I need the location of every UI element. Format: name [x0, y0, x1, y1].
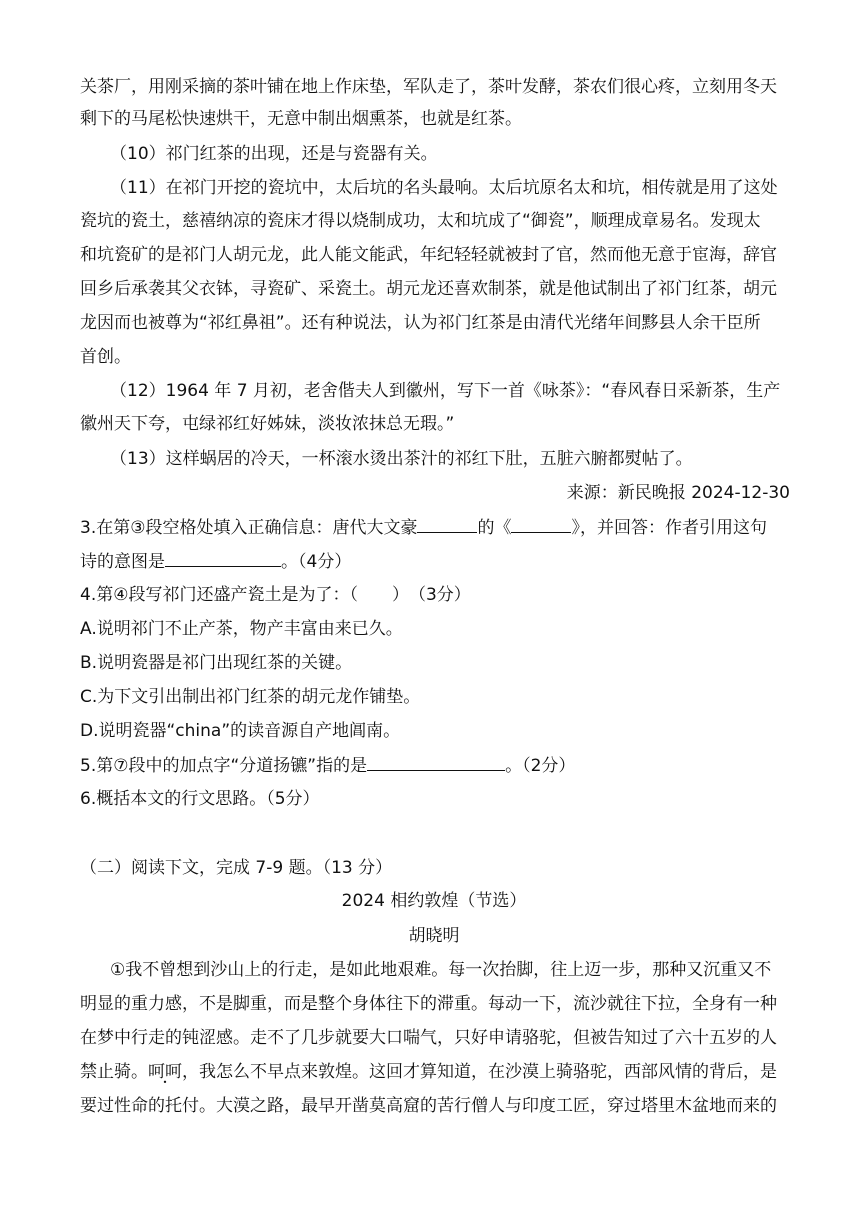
question-6: 6.概括本文的行文思路。（5分）: [80, 789, 320, 809]
answer-blank-q5[interactable]: [367, 754, 505, 771]
article-line: ①我不曾想到沙山上的行走，是如此地艰难。每一次抬脚，往上迈一步，那种又沉重又不: [110, 960, 772, 980]
question-5-text-a: 5.第⑦段中的加点字“分道扬镳”指的是: [80, 756, 368, 776]
question-3-text-e: 。（4分）: [281, 552, 352, 572]
passage-line: 龙因而也被尊为“祁红鼻祖”。还有种说法，认为祁门红茶是由清代光绪年间黟县人余干臣所: [80, 313, 761, 333]
article-line-4-post: ，我怎么不早点来敦煌。这回才算知道，在沙漠上骑骆驼，西部风情的背后，是: [182, 1062, 777, 1082]
option-b: B.说明瓷器是祁门出现红茶的关键。: [80, 653, 353, 673]
section-2-heading: （二）阅读下文，完成 7-9 题。（13 分）: [80, 858, 393, 878]
question-3-text-b: 的《: [477, 518, 512, 538]
source-citation: 来源：新民晚报 2024-12-30: [566, 483, 790, 503]
article-line: 要过性命的托付。大漠之路，最早开凿莫高窟的苦行僧人与印度工匠，穿过塔里木盆地而来的: [80, 1096, 777, 1116]
passage-line: 瓷坑的瓷土，慈禧纳凉的瓷床才得以烧制成功，太和坑成了“御瓷”，顺理成章易名。发现太: [80, 211, 761, 231]
question-3-text-c: 》，并回答：作者引用这句: [571, 518, 767, 538]
answer-blank-intent[interactable]: [165, 550, 281, 567]
question-3: [80, 516, 792, 539]
passage-line: 关茶厂，用刚采摘的茶叶铺在地上作床垫，军队走了，茶叶发酵，茶农们很心疼，立刻用冬天: [80, 77, 777, 97]
passage-paragraph-10: （10）祁门红茶的出现，还是与瓷器有关。: [110, 144, 438, 164]
passage-line: 剩下的马尾松快速烘干，无意中制出烟熏茶，也就是红茶。: [80, 109, 522, 129]
article-line: 明显的重力感，不是脚重，而是整个身体往下的滞重。每动一下，流沙就往下拉，全身有一种: [80, 994, 777, 1014]
answer-blank-poem[interactable]: [511, 516, 571, 533]
question-4-text-b: ） （3分）: [391, 585, 471, 605]
question-3-continued: [80, 550, 792, 573]
question-4: [80, 584, 792, 606]
passage-paragraph-13: （13）这样蜗居的冷天，一杯滚水烫出茶汁的祁红下肚，五脏六腑都熨帖了。: [110, 449, 693, 469]
passage-line: 徽州天下夸，屯绿祁红好姊妹，淡妆浓抹总无瑕。”: [80, 414, 455, 434]
article-line: 在梦中行走的钝涩感。走不了几步就要大口喘气，只好申请骆驼，但被告知过了六十五岁的人: [80, 1028, 777, 1048]
question-4-text-a: 4.第④段写祁门还盛产瓷土是为了：（: [80, 585, 358, 605]
article-line-4-pre: 禁止骑。: [80, 1062, 148, 1082]
dotted-emphasis: 呵呵: [148, 1062, 182, 1082]
answer-blank-author[interactable]: [417, 516, 477, 533]
passage-line: 和坑瓷矿的是祁门人胡元龙，此人能文能武，年纪轻轻就被封了官，然而他无意于宦海，辞官: [80, 245, 777, 265]
question-3-text-a: 3.在第③段空格处填入正确信息：唐代大文豪: [80, 518, 418, 538]
passage-line: 回乡后承袭其父衣钵，寻瓷矿、采瓷土。胡元龙还喜欢制茶，就是他试制出了祁门红茶，胡元: [80, 279, 777, 299]
passage-paragraph-11: （11）在祁门开挖的瓷坑中，太后坑的名头最响。太后坑原名太和坑，相传就是用了这处: [110, 178, 778, 198]
option-d: D.说明瓷器“china”的读音源自产地阊南。: [80, 721, 401, 741]
option-a: A.说明祁门不止产茶，物产丰富由来已久。: [80, 619, 403, 639]
question-5: [80, 754, 792, 777]
article-title: 2024 相约敦煌（节选）: [341, 891, 527, 911]
question-3-text-d: 诗的意图是: [80, 552, 165, 572]
passage-paragraph-12: （12）1964 年 7 月初，老舍偕夫人到徽州，写下一首《咏茶》：“春风春日采新茶，生产: [110, 381, 781, 401]
question-5-text-b: 。（2分）: [505, 756, 576, 776]
option-c: C.为下文引出制出祁门红茶的胡元龙作铺垫。: [80, 687, 421, 707]
passage-line: 首创。: [80, 347, 131, 367]
article-author: 胡晓明: [408, 926, 460, 946]
article-line: [80, 1061, 792, 1083]
